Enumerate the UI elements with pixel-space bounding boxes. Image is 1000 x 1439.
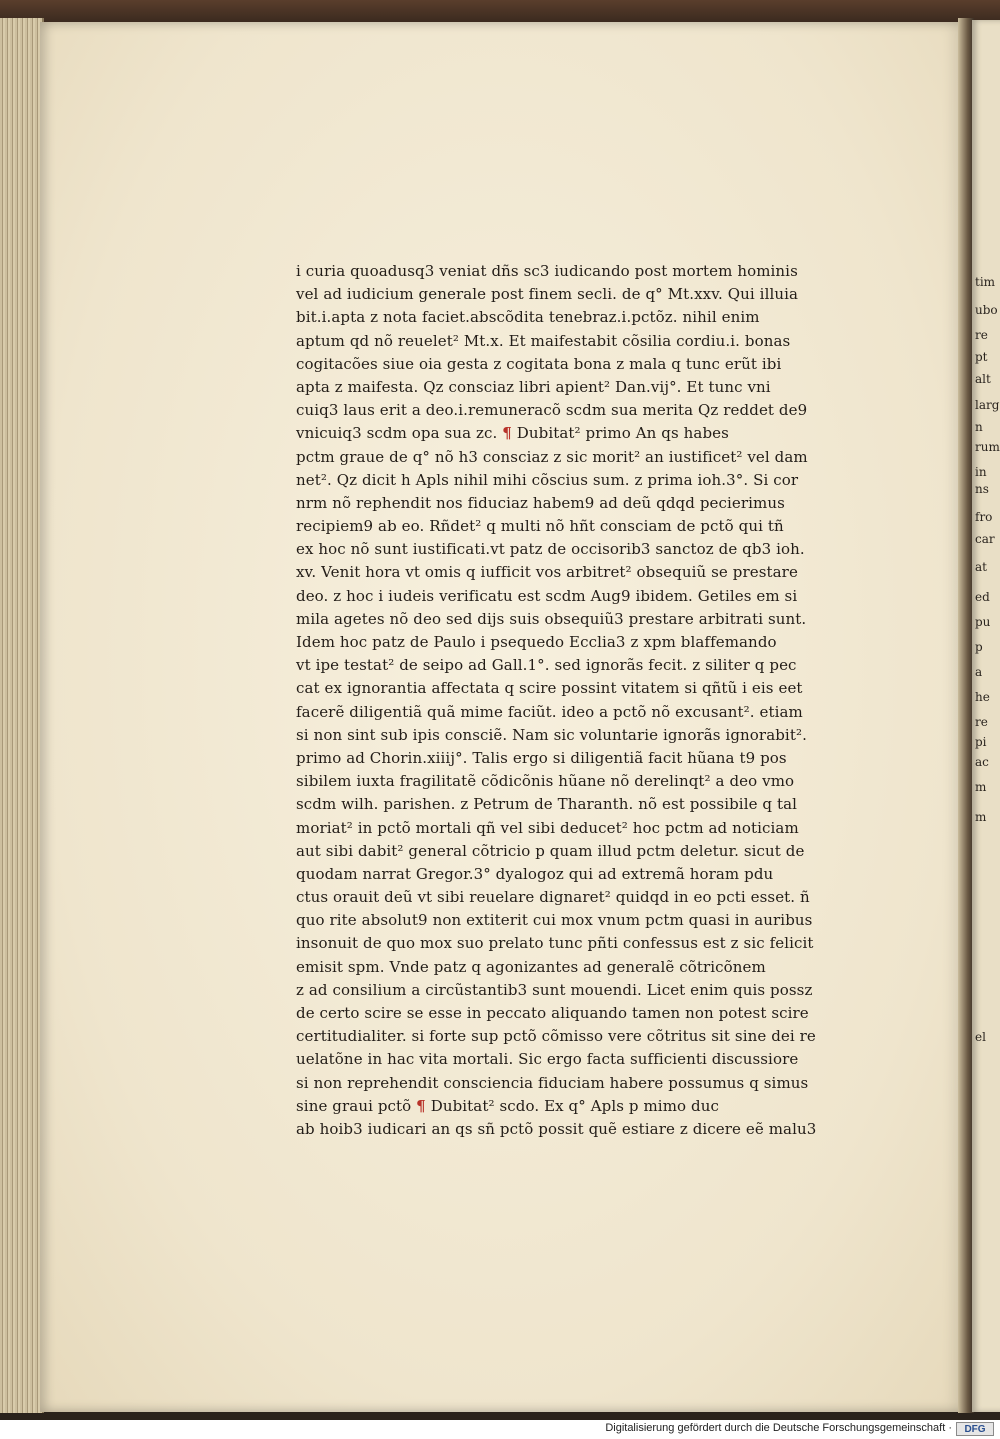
text-line: scdm wilh. parishen. z Petrum de Tharanth. nõ est possibile q tal [296, 795, 798, 814]
text-line: de certo scire se esse in peccato aliquando tamen non potest scire [296, 1004, 809, 1022]
next-page-fragment: car [975, 532, 995, 546]
next-page-fragment: rum [975, 440, 1000, 454]
next-page-fragment: m [975, 810, 987, 824]
next-page-fragment: he [975, 690, 990, 704]
text-line: cuiq3 laus erit a deo.i.remuneracõ scdm sua merita Qz reddet de9 [296, 401, 808, 420]
text-line: deo. z hoc i iudeis verificatu est scdm Aug9 ibidem. Getiles em si [296, 586, 798, 605]
next-page-fragment: at [975, 560, 987, 574]
text-line: uelatõne in hac vita mortali. Sic ergo facta sufficienti discussiore [296, 1050, 799, 1069]
page-edges-left [0, 18, 44, 1413]
text-line: xv. Venit hora vt omis q iufficit vos arbitret² obsequiũ se prestare [296, 563, 798, 582]
text-line: cogitacões siue oia gesta z cogitata bona z mala q tunc erũt ibi [296, 354, 782, 373]
next-page-fragment: tim [975, 275, 996, 289]
text-line: mila agetes nõ deo sed dijs suis obsequiũ3 prestare arbitrati sunt. [296, 609, 807, 628]
text-line: si non reprehendit consciencia fiduciam habere possumus q simus [296, 1073, 809, 1092]
text-block [296, 260, 908, 1141]
text-line: sine graui pctõ ¶ Dubitat² scdo. Ex q° Apls p mimo duc [296, 1096, 719, 1115]
text-line: cat ex ignorantia affectata q scire possint vitatem si qñtũ i eis eet [296, 679, 803, 698]
book-page [40, 22, 965, 1412]
text-line: i curia quoadusq3 veniat dñs sc3 iudicando post mortem hominis [296, 262, 798, 280]
text-line: facerẽ diligentiã quã mime faciũt. ideo a pctõ nõ excusant². etiam [296, 702, 803, 721]
text-line: ex hoc nõ sunt iustificati.vt patz de occisorib3 sanctoz de qb3 ioh. [296, 540, 805, 559]
next-page-fragment: ed [975, 590, 990, 604]
text-line: certitudialiter. si forte sup pctõ cõmisso vere cõtritus sit sine dei re [296, 1027, 816, 1046]
next-page-fragment: m [975, 780, 987, 794]
text-line: quodam narrat Gregor.3° dyalogoz qui ad extremã horam pdu [296, 864, 774, 883]
funding-credit: Digitalisierung gefördert durch die Deutsche Forschungsgemeinschaft · [605, 1422, 952, 1434]
text-line: aut sibi dabit² general cõtricio p quam illud pctm deletur. sicut de [296, 841, 805, 860]
next-page-fragment: in [975, 465, 987, 479]
next-page-fragment: n [975, 420, 983, 434]
text-line: emisit spm. Vnde patz q agonizantes ad generalẽ cõtricõnem [296, 957, 766, 976]
dfg-logo: DFG [956, 1422, 994, 1436]
text-line: moriat² in pctõ mortali qñ vel sibi deducet² hoc pctm ad noticiam [296, 818, 799, 837]
next-page-fragment: larg [975, 398, 1000, 412]
text-line: recipiem9 ab eo. Rñdet² q multi nõ hñt consciam de pctõ qui tñ [296, 517, 784, 536]
book-cover-edge [0, 0, 1000, 22]
next-page-fragment: el [975, 1030, 986, 1044]
next-page-fragment: pu [975, 615, 991, 629]
text-line: quo rite absolut9 non extiterit cui mox vnum pctm quasi in auribus [296, 911, 813, 930]
text-line: z ad consilium a circũstantib3 sunt mouendi. Licet enim quis possz [296, 980, 813, 999]
footer-bar [0, 1420, 1000, 1439]
text-line: vt ipe testat² de seipo ad Gall.1°. sed ignorãs fecit. z siliter q pec [296, 656, 797, 675]
text-line: insonuit de quo mox suo prelato tunc pñti confessus est z sic felicit [296, 934, 814, 953]
next-page-fragment: ns [975, 482, 989, 496]
next-page-fragment: ac [975, 755, 989, 769]
next-page-fragment: ubo [975, 303, 998, 317]
next-page-fragment: pi [975, 735, 987, 749]
next-page-fragment: pt [975, 350, 988, 364]
next-page-fragment: re [975, 328, 988, 342]
next-page-fragment: fro [975, 510, 993, 524]
text-line: pctm graue de q° nõ h3 consciaz z sic morit² an iustificet² vel dam [296, 447, 808, 466]
text-line: aptum qd nõ reuelet² Mt.x. Et maifestabit cõsilia cordiu.i. bonas [296, 331, 791, 350]
text-line: ctus orauit deũ vt sibi reuelare dignaret² quidqd in eo pcti esset. ñ [296, 888, 810, 907]
paragraph-mark: ¶ [416, 1096, 426, 1115]
text-line: nrm nõ rephendit nos fiduciaz habem9 ad deũ qdqd pecierimus [296, 493, 785, 512]
next-page-fragment: re [975, 715, 988, 729]
next-page-fragment: a [975, 665, 983, 679]
paragraph-mark: ¶ [502, 424, 512, 443]
text-line: Idem hoc patz de Paulo i psequedo Ecclia3 z xpm blaffemando [296, 633, 777, 651]
text-line: apta z maifesta. Qz consciaz libri apient² Dan.vij°. Et tunc vni [296, 377, 771, 396]
text-line: primo ad Chorin.xiiij°. Talis ergo si diligentiã facit hũana t9 pos [296, 748, 787, 767]
text-line: si non sint sub ipis consciẽ. Nam sic voluntarie ignorãs ignorabit². [296, 725, 807, 744]
next-page-edge [972, 20, 1000, 1412]
text-line: sibilem iuxta fragilitatẽ cõdicõnis hũane nõ derelinqt² a deo vmo [296, 772, 795, 791]
next-page-fragment: p [975, 640, 983, 654]
text-line: vel ad iudicium generale post finem secli. de q° Mt.xxv. Qui illuia [296, 285, 799, 304]
text-line: vnicuiq3 scdm opa sua zc. ¶ Dubitat² primo An qs habes [296, 424, 729, 443]
text-line: net². Qz dicit h Apls nihil mihi cõscius sum. z prima ioh.3°. Si cor [296, 470, 799, 489]
text-line: ab hoib3 iudicari an qs sñ pctõ possit quẽ estiare z dicere eẽ malu3 [296, 1119, 817, 1138]
next-page-fragment: alt [975, 372, 991, 386]
text-line: bit.i.apta z nota faciet.abscõdita tenebraz.i.pctõz. nihil enim [296, 308, 760, 327]
